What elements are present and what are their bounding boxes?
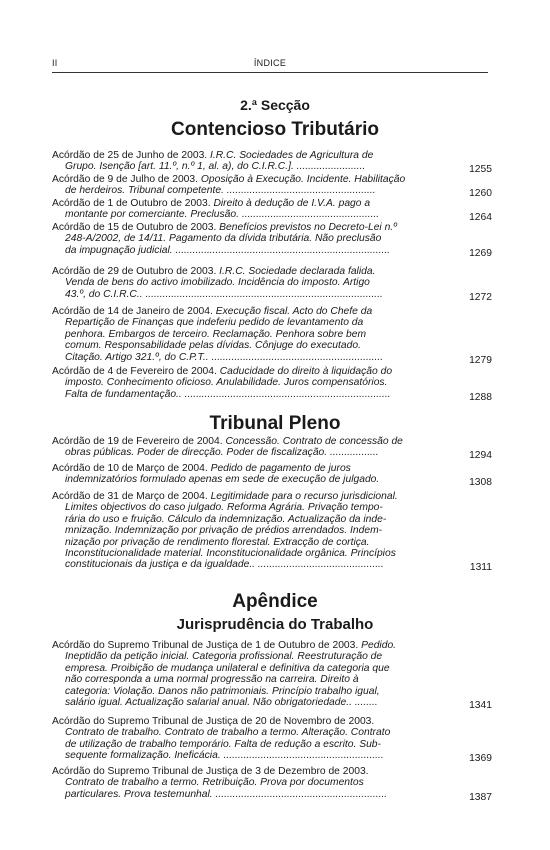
entry-summary: Concessão. Contrato de concessão de xyxy=(225,436,403,447)
entry-first-line xyxy=(52,491,452,502)
entry-citation: Acórdão de 14 de Janeiro de 2004. xyxy=(52,306,216,317)
entry-summary: Execução fiscal. Acto do Chefe da xyxy=(215,306,373,317)
entry-first-line xyxy=(52,716,452,727)
index-entry xyxy=(52,766,452,800)
entry-summary-line: Repartição de Finanças que indeferiu pedido de levantamento da xyxy=(65,317,364,329)
entry-summary-line: nização por privação de rendimento florestal. Extracção de cortiça. xyxy=(65,536,370,548)
index-entry xyxy=(52,640,452,708)
entry-first-line xyxy=(52,436,452,447)
entry-summary-line: rária do uso e fruição. Cálculo da indemnização. Actualização da inde- xyxy=(65,513,387,525)
entry-summary-line: constitucionais da justiça e da igualdade.. ............................................ xyxy=(65,559,384,571)
entry-summary-line: Venda de bens do activo imobilizado. Incidência do imposto. Artigo xyxy=(65,277,370,289)
entry-citation: Acórdão de 1 de Outubro de 2003. xyxy=(52,198,214,209)
section-title-contencioso: Contencioso Tributário xyxy=(171,119,379,140)
index-entry xyxy=(52,150,452,173)
section-subtitle-jurisprudencia: Jurisprudência do Trabalho xyxy=(176,616,374,633)
entry-first-line xyxy=(52,266,452,277)
entry-first-line xyxy=(52,150,452,161)
page-reference: 1279 xyxy=(469,354,492,366)
entry-citation: Acórdão de 19 de Fevereiro de 2004. xyxy=(52,436,226,447)
entry-summary: Pedido de pagamento de juros xyxy=(210,463,351,474)
entry-summary-line: sequente formalização. Ineficácia. ........................................................ xyxy=(65,750,384,762)
entry-summary: Pedido. xyxy=(361,640,397,651)
entry-citation: Acórdão de 9 de Julho de 2003. xyxy=(52,174,201,185)
index-entry xyxy=(52,366,452,400)
entry-summary: Caducidade do direito à liquidação do xyxy=(219,366,393,377)
entry-first-line xyxy=(52,640,452,651)
entry-first-line xyxy=(52,198,452,209)
entry-summary-line: obras públicas. Poder de direcção. Poder de fiscalização. ................. xyxy=(65,447,379,459)
entry-summary: Direito à dedução de I.V.A. pago a xyxy=(213,198,371,209)
entry-summary-line: penhora. Embargos de terceiro. Reclamação. Penhora sobre bem xyxy=(65,328,367,340)
index-entry xyxy=(52,174,452,197)
entry-summary-line: Inconstitucionalidade material. Inconstitucionalidade orgânica. Princípios xyxy=(65,548,396,560)
index-entry xyxy=(52,266,452,300)
entry-summary-line: Limites objectivos do caso julgado. Reforma Agrária. Privação tempo- xyxy=(65,502,383,514)
entry-first-line xyxy=(52,174,452,185)
page-reference: 1255 xyxy=(469,164,492,176)
section-title-apendice: Apêndice xyxy=(232,591,318,612)
entry-citation: Acórdão do Supremo Tribunal de Justiça de 3 de Dezembro de 2003. xyxy=(52,766,369,777)
entry-first-line xyxy=(52,766,452,777)
index-entry xyxy=(52,222,452,256)
index-entry xyxy=(52,491,452,571)
entry-summary-line: 43.º, do C.I.R.C.. ................................................................................... xyxy=(65,288,383,300)
page-reference: 1294 xyxy=(469,450,492,462)
entry-summary-line: Falta de fundamentação.. ........................................................................ xyxy=(65,388,391,400)
header-title: ÍNDICE xyxy=(253,58,287,68)
entry-citation: Acórdão de 31 de Março de 2004. xyxy=(52,491,211,502)
entry-summary-line: da impugnação judicial. ........................................................................... xyxy=(65,244,391,256)
page-reference: 1311 xyxy=(469,562,492,574)
entry-summary-line: Citação. Artigo 321.º, do C.P.T.. ............................................................ xyxy=(65,351,384,363)
entry-summary-line: indemnizatórios formulado apenas em sede de execução de julgado. xyxy=(65,474,380,486)
entry-citation: Acórdão de 15 de Outubro de 2003. xyxy=(52,222,220,233)
entry-summary: Benefícios previstos no Decreto-Lei n.º xyxy=(219,222,397,233)
entry-citation: Acórdão de 10 de Março de 2004. xyxy=(52,463,211,474)
page-reference: 1369 xyxy=(469,753,492,765)
entry-summary-line: Grupo. Isenção [art. 11.º, n.º 1, al. a), do C.I.R.C.]. ........................ xyxy=(65,161,366,173)
index-entry xyxy=(52,436,452,459)
index-entry xyxy=(52,463,452,486)
entry-summary-line: salário igual. Actualização salarial anual. Não obrigatoriedade.. ........ xyxy=(65,697,378,709)
entry-first-line xyxy=(52,366,452,377)
entry-summary-line: comum. Responsabilidade pelas dívidas. Cônjuge do executado. xyxy=(65,340,361,352)
page-reference: 1272 xyxy=(469,291,492,303)
entry-summary: Legitimidade para o recurso jurisdicional. xyxy=(210,491,398,502)
page-reference: 1264 xyxy=(469,212,492,224)
entry-summary-line: Ineptidão da petição inicial. Categoria profissional. Reestruturação de xyxy=(65,651,383,663)
index-entry xyxy=(52,306,452,363)
entry-first-line xyxy=(52,463,452,474)
page-number: II xyxy=(52,58,58,68)
entry-first-line xyxy=(52,222,452,233)
entry-summary-line: montante por comerciante. Preclusão. ................................................ xyxy=(65,209,380,221)
entry-summary-line: 248-A/2002, de 14/11. Pagamento da dívida tributária. Não preclusão xyxy=(65,233,382,245)
entry-summary-line: Contrato de trabalho. Contrato de trabalho a termo. Alteração. Contrato xyxy=(65,727,391,739)
page-reference: 1260 xyxy=(469,188,492,200)
page-header xyxy=(52,56,488,73)
entry-summary-line: empresa. Proibição de mudança unilateral e definitiva da categoria que xyxy=(65,662,390,674)
entry-citation: Acórdão de 4 de Fevereiro de 2004. xyxy=(52,366,220,377)
section-title-tribunal-pleno: Tribunal Pleno xyxy=(209,413,341,434)
entry-summary: I.R.C. Sociedade declarada falida. xyxy=(219,266,376,277)
entry-citation: Acórdão de 25 de Junho de 2003. xyxy=(52,150,211,161)
entry-summary-line: mnização. Indemnização por privação de prédios arrendados. Indem- xyxy=(65,525,383,537)
entry-summary-line: particulares. Prova testemunhal. ............................................................ xyxy=(65,788,388,800)
index-entry xyxy=(52,716,452,762)
entry-first-line xyxy=(52,306,452,317)
page-reference: 1387 xyxy=(469,791,492,803)
entry-summary-line: Contrato de trabalho a termo. Retribuição. Prova por documentos xyxy=(65,777,364,789)
page-reference: 1308 xyxy=(469,477,492,489)
entry-citation: Acórdão de 29 de Outubro de 2003. xyxy=(52,266,220,277)
entry-summary-line: de herdeiros. Tribunal competente. .................................................... xyxy=(65,185,376,197)
entry-summary: I.R.C. Sociedades de Agricultura de xyxy=(210,150,374,161)
index-entry xyxy=(52,198,452,221)
entry-summary-line: imposto. Conhecimento oficioso. Anulabilidade. Juros compensatórios. xyxy=(65,377,388,389)
page-reference: 1341 xyxy=(469,700,492,711)
entry-summary-line: não corresponda a uma normal progressão na carreira. Direito à xyxy=(65,674,359,686)
page-reference: 1288 xyxy=(469,391,492,403)
entry-citation: Acórdão do Supremo Tribunal de Justiça de 20 de Novembro de 2003. xyxy=(52,716,375,727)
entry-summary-line: categoria: Violação. Danos não patrimoniais. Princípio trabalho igual, xyxy=(65,685,380,697)
section-label: 2.ª Secção xyxy=(240,97,310,113)
entry-summary: Oposição à Execução. Incidente. Habilitação xyxy=(200,174,406,185)
entry-summary-line: de utilização de trabalho temporário. Falta de redução a escrito. Sub- xyxy=(65,738,381,750)
page-reference: 1269 xyxy=(469,247,492,259)
entry-citation: Acórdão do Supremo Tribunal de Justiça de 1 de Outubro de 2003. xyxy=(52,640,362,651)
